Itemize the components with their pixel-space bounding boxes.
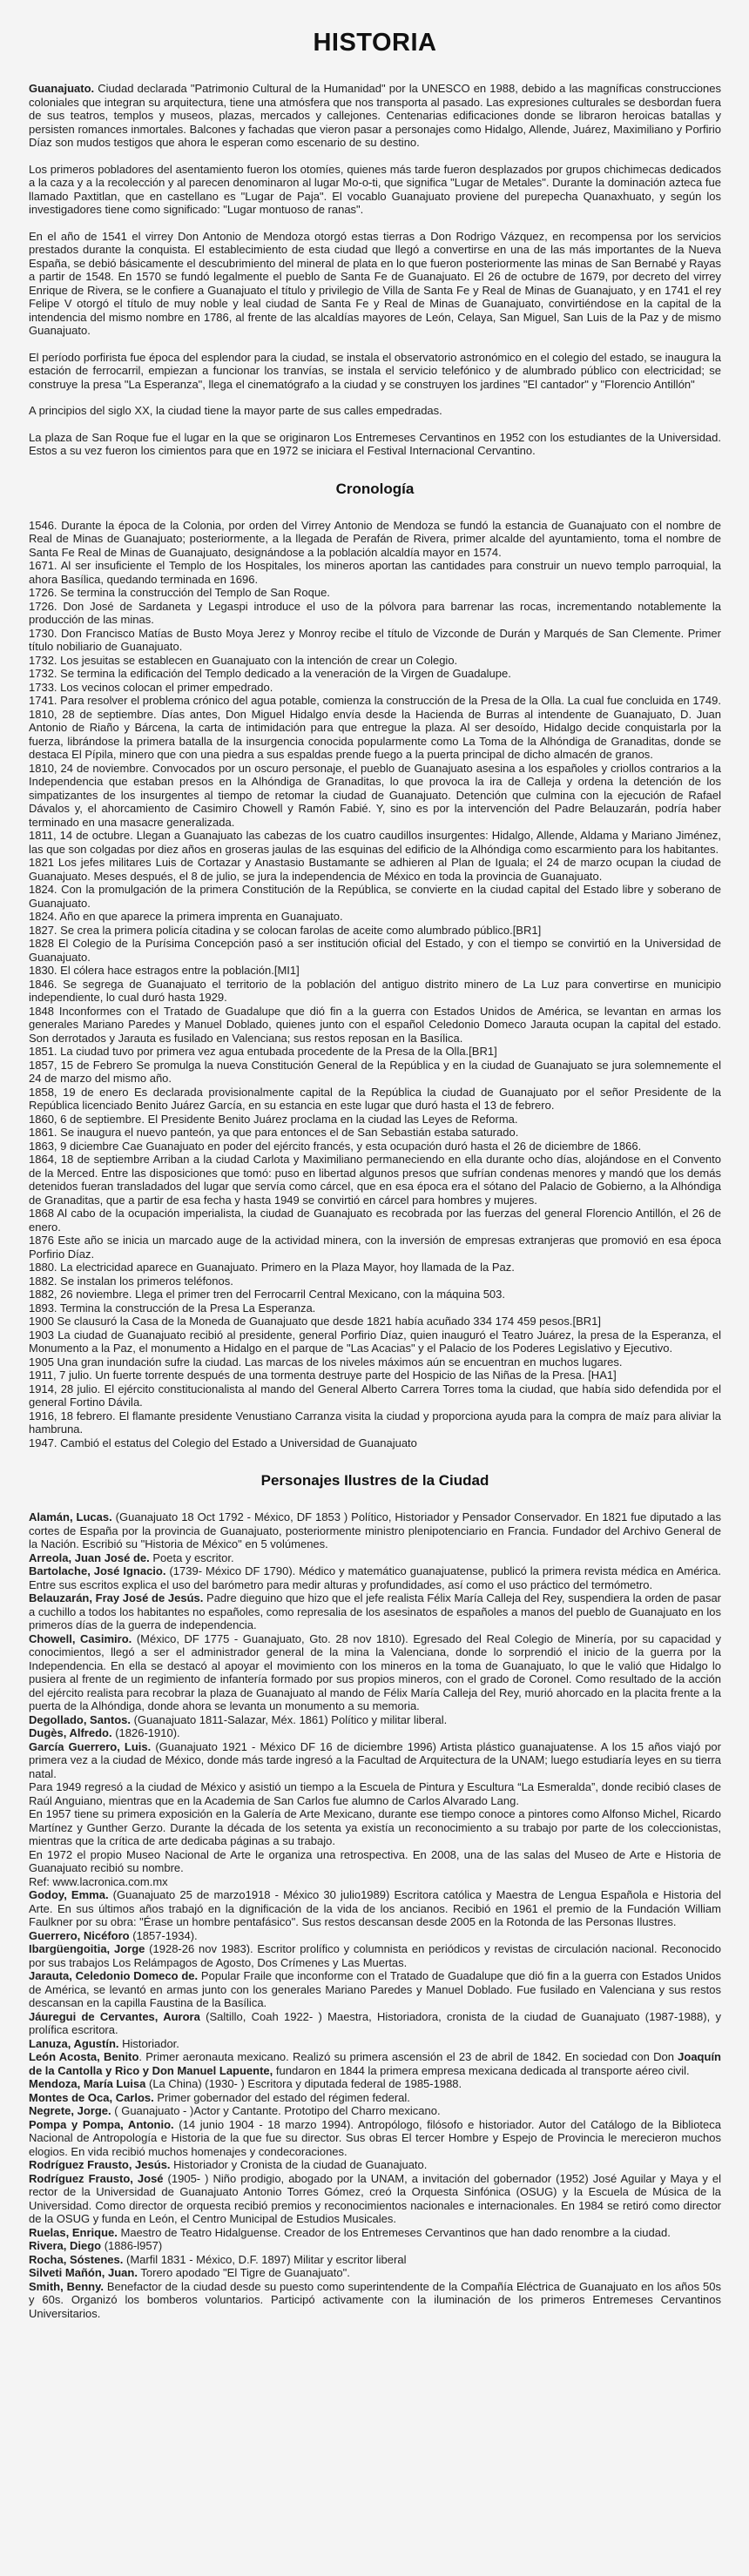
text-run: 1810, 24 de noviembre. Convocados por un oscuro personaje, el pueblo de Guanajuato asesina a los españoles y criollos contrarios a la Independencia que estaban presos en la Alhóndiga de Granaditas, lo que provoca la ira de Calleja y ordena la detención de los simpatizantes de los insurgentes al tiempo de retomar la ciudad de Guanajuato. Detención que culmina con la ejecución de Rafael Dávalos y, el ahorcamiento de Casimiro Chowell y Ramón Fabié. Y, sino es por la intervención del Padre Belauzarán, podría haber terminado en una masacre generalizada.	[29, 761, 721, 829]
text-run: 1893. Termina la construcción de la Presa La Esperanza.	[29, 1301, 316, 1315]
text-run: 1947. Cambió el estatus del Colegio del Estado a Universidad de Guanajuato	[29, 1436, 417, 1449]
person-entry	[29, 1632, 721, 1713]
text-run: (La China) (1930- ) Escritora y diputada federal de 1985-1988.	[145, 2077, 462, 2090]
chronology-entry	[29, 694, 721, 708]
person-entry	[29, 2091, 721, 2105]
bold-run: Ruelas, Enrique.	[29, 2225, 118, 2239]
chronology-entry	[29, 559, 721, 586]
text-run: 1671. Al ser insuficiente el Templo de los Hospitales, los mineros aportan las cantidades para construir un nuevo templo parroquial, la ahora Basílica, quedando terminada en 1696.	[29, 559, 721, 586]
text-run: (Guanajuato 18 Oct 1792 - México, DF 1853 ) Político, Historiador y Pensador Conservador. En 1821 fue diputado a las cortes de España por la provincia de Guanajuato, posteriormente ministro plenipotenciario en Francia. Fundador del Archivo General de la Nación. Escribió su "Historia de México" en 5 volúmenes.	[29, 1510, 721, 1550]
intro-paragraph	[29, 404, 721, 418]
chronology-entry	[29, 1153, 721, 1207]
chronology-entry	[29, 924, 721, 938]
chronology-entry	[29, 1301, 721, 1315]
chronology-entry	[29, 1086, 721, 1113]
bold-run: Godoy, Emma.	[29, 1888, 109, 1901]
chronology-entry	[29, 937, 721, 964]
text-run: 1864, 18 de septiembre Arriban a la ciudad Carlota y Maximiliano permaneciendo en ella durante ocho días, alojándose en el Convento de la Merced. Entre las disposiciones que tomó: puso en libertad algunos presos que sufrían condenas menores y mandó que los demás detenidos fueran transladados del lugar que servía como cárcel, que en esa época era el sótano del Palacio de Gobierno, a la Alhóndiga de Granaditas, que a partir de esa fecha y hasta 1949 se convirtió en cárcel para hombres y mujeres.	[29, 1153, 721, 1207]
text-run: 1810, 28 de septiembre. Días antes, Don Miguel Hidalgo envía desde la Hacienda de Burras al intendente de Guanajuato, D. Juan Antonio de Riaño y Bárcena, la carta de intimidación para que entregue la plaza. Al ser desoído, Hidalgo decide conquistarla por la fuerza, librándose la primera batalla de la insurgencia conocida popularmente como La Toma de la Alhóndiga de Granaditas, donde se destaca El Pípila, minero que con una piedra a sus espaldas prende fuego a la puerta principal de dicho almacén de granos.	[29, 707, 721, 761]
text-run: En el año de 1541 el virrey Don Antonio de Mendoza otorgó estas tierras a Don Rodrigo Vázquez, en recompensa por los servicios prestados durante la conquista. El establecimiento de esta ciudad que llegó a convertirse en una de las más importantes de la Nueva España, se debió básicamente el descubrimiento del mineral de plata en lo que fueron posteriormente las minas de San Bernabé y Rayas a partir de 1548. En 1570 se fundó legalmente el pueblo de Santa Fe de Guanajuato. El 26 de octubre de 1679, por decreto del virrey Enrique de Rivera, se le confiere a Guanajuato el título y privilegio de Villa de Santa Fe y Real de Minas de Guanajuato, y en 1741 el rey Felipe V otorgó el título de muy noble y leal ciudad de Santa Fe y Real de Minas de Guanajuato, convirtiéndose en la capital de la intendencia del mismo nombre en 1786, al frente de las alcaldías mayores de León, Celaya, San Miguel, San Luis de la Paz y de mismo Guanajuato.	[29, 229, 721, 337]
document-body	[29, 30, 721, 2320]
bold-run: Dugès, Alfredo.	[29, 1726, 112, 1739]
bold-run: Jarauta, Celedonio Domeco de.	[29, 1969, 199, 1982]
text-run: (1739- México DF 1790). Médico y matemático guanajuatense, publicó la primera revista médica en América. Entre sus escritos explica el uso del barómetro para medir alturas y profundidades, así como el uso práctico del termómetro.	[29, 1564, 721, 1591]
text-run: 1916, 18 febrero. El flamante presidente Venustiano Carranza visita la ciudad y proporciona ayuda para la compra de maíz para aliviar la hambruna.	[29, 1409, 721, 1436]
text-run: Ref: www.lacronica.com.mx	[29, 1874, 168, 1888]
text-run: 1732. Los jesuitas se establecen en Guanajuato con la intención de crear un Colegio.	[29, 653, 458, 667]
text-run: Historiador.	[118, 2036, 179, 2050]
chronology-entry	[29, 1234, 721, 1261]
bold-run: Arreola, Juan José de.	[29, 1550, 150, 1564]
chronology-entry	[29, 883, 721, 910]
text-run: 1546. Durante la época de la Colonia, por orden del Virrey Antonio de Mendoza se fundó la estancia de Guanajuato con el nombre de Real de Minas de Guanajuato; posteriormente, a la llegada de Perafán de Rivera, primer alcalde del ayuntamiento, toma el nombre de Santa Fe Real de Minas de Guanajuato, designándose a la población alcaldía mayor en 1574.	[29, 518, 721, 559]
chronology-entry	[29, 1045, 721, 1059]
text-run: (México, DF 1775 - Guanajuato, Gto. 28 nov 1810). Egresado del Real Colegio de Minería, por su capacidad y conocimientos, llegó a ser el administrador general de la mina la Valenciana, donde lo sorprendió el inicio de la guerra por la Independencia. En ella se destacó al apoyar el movimiento con los mineros en la toma de Guanajuato, lo que le valió que Hidalgo lo pusiera al frente de un regimiento de infantería formado por sus propios mineros, con el grado de Coronel. Como resultado de la acción del ejército realista para recobrar la plaza de Guanajuato al mando de Félix María Calleja del Rey, murió ahorcado en la placita frente a la puerta de la Alhóndiga, donde ahora se levanta un monumento a su memoria.	[29, 1631, 721, 1712]
bold-run: Ibargüengoitia, Jorge	[29, 1942, 145, 1955]
text-run: 1861. Se inaugura el nuevo panteón, ya que para entonces el de San Sebastián estaba saturado.	[29, 1126, 519, 1139]
text-run: 1732. Se termina la edificación del Templo dedicado a la veneración de la Virgen de Guadalupe.	[29, 667, 511, 680]
text-run: 1830. El cólera hace estragos entre la población.[MI1]	[29, 964, 300, 977]
text-run: 1741. Para resolver el problema crónico del agua potable, comienza la construcción de la Presa de la Olla. La cual fue concluida en 1749.	[29, 694, 721, 707]
person-entry	[29, 2253, 721, 2267]
person-entry	[29, 1740, 721, 1781]
chronology-entry	[29, 667, 721, 681]
bold-run: Lanuza, Agustín.	[29, 2036, 119, 2050]
chronology-entry	[29, 519, 721, 560]
intro-paragraph	[29, 230, 721, 338]
text-run: 1860, 6 de septiembre. El Presidente Benito Juárez proclama en la ciudad las Leyes de Reforma.	[29, 1112, 518, 1126]
text-run: Para 1949 regresó a la ciudad de México y asistió un tiempo a la Escuela de Pintura y Escultura “La Esmeralda”, donde recibió clases de Raúl Anguiano, mientras que en la Academia de San Carlos fue alumno de Carlos Alvarado Lang.	[29, 1780, 721, 1807]
text-run: Benefactor de la ciudad desde su puesto como superintendente de la Compañía Eléctrica de Guanajuato en los años 50s y 60s. Organizó los bomberos voluntarios. Participó activamente con la iluminación de los primeros Entremeses Cervantinos Universitarios.	[29, 2279, 721, 2320]
person-entry	[29, 1848, 721, 1875]
text-run: 1827. Se crea la primera policía citadina y se colocan farolas de aceite como alumbrado público.[BR1]	[29, 923, 542, 937]
text-run: 1848 Inconformes con el Tratado de Guadalupe que dió fin a la guerra con Estados Unidos de América, se levantan en armas los generales Mariano Paredes y Manuel Doblado, quienes junto con el español Celedonio Domeco Jarauta ocupan la capital del estado. Son derrotados y Jarauta es fusilado en Valenciana; sus restos reposan en la Basílica.	[29, 1004, 721, 1045]
chronology-entry	[29, 1005, 721, 1046]
text-run: 1821 Los jefes militares Luis de Cortazar y Anastasio Bustamante se adhieren al Plan de Iguala; el 24 de marzo ocupan la ciudad de Guanajuato. Meses después, el 8 de julio, se jura la independencia de México en toda la provincia de Guanajuato.	[29, 856, 721, 883]
chronology-entry	[29, 1261, 721, 1275]
text-run: 1868 Al cabo de la ocupación imperialista, la ciudad de Guanajuato es recobrada por las fuerzas del general Florencio Antillón, el 26 de enero.	[29, 1207, 721, 1234]
text-run: (Marfil 1831 - México, D.F. 1897) Militar y escritor liberal	[123, 2252, 407, 2266]
chronology-entry	[29, 1275, 721, 1288]
chronology-entry	[29, 829, 721, 856]
person-entry	[29, 1780, 721, 1807]
text-run: 1726. Don José de Sardaneta y Legaspi introduce el uso de la pólvora para barrenar las rocas, incrementando notablemente la producción de las minas.	[29, 599, 721, 626]
text-run: 1811, 14 de octubre. Llegan a Guanajuato las cabezas de los cuatro caudillos insurgentes: Hidalgo, Allende, Aldama y Mariano Jiménez, las que son colgadas por diez años en groseras jaulas de las esquinas del edificio de la Alhóndiga como escarmiento para los habitantes.	[29, 829, 721, 856]
chronology-entry	[29, 762, 721, 830]
person-entry	[29, 2239, 721, 2253]
text-run: (14 junio 1904 - 18 marzo 1994). Antropólogo, filósofo e historiador. Autor del Catálogo de la Biblioteca Nacional de Antropología e Historia de la que fue su director. Sus obras El tercer Hombre y Espejo de Provincia le merecieron muchos elogios. En vida recibió muchos homenajes y condecoraciones.	[29, 2117, 721, 2158]
chronology-entry	[29, 1355, 721, 1369]
bold-run: Mendoza, María Luisa	[29, 2077, 146, 2090]
bold-run: Cronología	[335, 480, 415, 497]
text-run: Poeta y escritor.	[149, 1550, 234, 1564]
person-entry	[29, 1807, 721, 1848]
chronology-entry	[29, 978, 721, 1005]
text-run: . Primer aeronauta mexicano. Realizó su primera ascensión el 23 de abril de 1842. En sociedad con Don	[138, 2050, 678, 2063]
text-run: 1858, 19 de enero Es declarada provisionalmente capital de la República la ciudad de Guanajuato por el señor Presidente de la República licenciado Benito Juárez García, en su estancia en este lugar que duró hasta el 13 de febrero.	[29, 1085, 721, 1112]
text-run: ( Guanajuato - )Actor y Cantante. Prototipo del Charro mexicano.	[111, 2104, 441, 2117]
text-run: 1733. Los vecinos colocan el primer empedrado.	[29, 680, 273, 694]
text-run: (1857-1934).	[129, 1928, 198, 1942]
text-run: 1863, 9 diciembre Cae Guanajuato en poder del ejército francés, y esta ocupación duró hasta el 26 de diciembre de 1866.	[29, 1139, 642, 1153]
person-entry	[29, 1510, 721, 1551]
person-entry	[29, 1969, 721, 2010]
text-run: 1846. Se segrega de Guanajuato el territorio de la población del antiguo distrito minero de La Luz para convertirse en municipio independiente, lo cual duró hasta 1929.	[29, 977, 721, 1004]
bold-run: HISTORIA	[313, 29, 437, 57]
intro-paragraph	[29, 351, 721, 392]
person-entry	[29, 2226, 721, 2240]
text-run: 1882, 26 noviembre. Llega el primer tren del Ferrocarril Central Mexicano, con la máquina 503.	[29, 1288, 506, 1301]
chronology-entry	[29, 910, 721, 924]
bold-run: Alamán, Lucas.	[29, 1510, 112, 1523]
text-run: El período porfirista fue época del esplendor para la ciudad, se instala el observatorio astronómico en el colegio del estado, se inaugura la estación de ferrocarril, empiezan a funcionar los tranvías, se instala el servicio telefónico y de alumbrado público con electricidad; se construye la presa "La Esperanza", llega el cinematógrafo a la ciudad y se construyen los jardines "El cantador" y "Florencio Antillón"	[29, 350, 721, 391]
bold-run: Pompa y Pompa, Antonio.	[29, 2117, 174, 2131]
bold-run: Bartolache, José Ignacio.	[29, 1564, 166, 1577]
chronology-entry	[29, 708, 721, 762]
chronology-entry	[29, 1126, 721, 1140]
person-entry	[29, 2118, 721, 2159]
person-entry	[29, 2172, 721, 2226]
person-entry	[29, 2266, 721, 2280]
bold-run: Rodríguez Frausto, Jesús.	[29, 2158, 171, 2171]
bold-run: Personajes Ilustres de la Ciudad	[260, 1472, 489, 1489]
text-run: Historiador y Cronista de la ciudad de Guanajuato.	[170, 2158, 428, 2171]
text-run: (Guanajuato 1811-Salazar, Méx. 1861) Político y militar liberal.	[131, 1712, 448, 1726]
text-run: 1726. Se termina la construcción del Templo de San Roque.	[29, 586, 330, 599]
person-entry	[29, 2158, 721, 2172]
person-entry	[29, 2010, 721, 2037]
chronology-entry	[29, 1207, 721, 1234]
bold-run: Jáuregui de Cervantes, Aurora	[29, 2009, 200, 2023]
person-entry	[29, 1942, 721, 1969]
text-run: (1826-1910).	[111, 1726, 180, 1739]
person-entry	[29, 1591, 721, 1632]
person-entry	[29, 1929, 721, 1943]
bold-run: García Guerrero, Luis.	[29, 1739, 152, 1753]
section-heading	[29, 1472, 721, 1490]
text-run: Padre dieguino que hizo que el jefe realista Félix María Calleja del Rey, suspendiera la orden de pasar a cuchillo a todos los habitantes no españoles, como represalia de los asesinatos de españoles a manos del pueblo de Guanajuato en los primeros días de la guerra de independencia.	[29, 1591, 722, 1631]
bold-run: Smith, Benny.	[29, 2279, 104, 2293]
bold-run: Guerrero, Nicéforo	[29, 1928, 130, 1942]
bold-run: Joaquín de la Cantolla y Rico y Don Manuel Lapuente,	[29, 2050, 721, 2077]
text-run: En 1957 tiene su primera exposición en la Galería de Arte Mexicano, durante ese tiempo conoce a pintores como Alfonso Michel, Ricardo Martínez y Gunther Gerzo. Durante la década de los setenta ya existía un reconocimiento a su trabajo por parte de los coleccionistas, mientras que la crítica de arte dedicaba páginas a su trabajo.	[29, 1807, 721, 1847]
chronology-entry	[29, 627, 721, 654]
text-run: A principios del siglo XX, la ciudad tiene la mayor parte de sus calles empedradas.	[29, 404, 442, 417]
chronology-entry	[29, 1113, 721, 1127]
person-entry	[29, 1551, 721, 1565]
text-run: 1882. Se instalan los primeros teléfonos.	[29, 1274, 233, 1288]
text-run: fundaron en 1844 la primera empresa mexicana dedicada al transporte aéreo civil.	[273, 2063, 690, 2077]
intro-paragraph	[29, 82, 721, 150]
text-run: 1903 La ciudad de Guanajuato recibió al presidente, general Porfirio Díaz, quien inauguró el Teatro Juárez, la presa de la Esperanza, el Monumento a la Paz, el monumento a Hidalgo en el parque de "Las Acacias" y el Palacio de los Poderes Legislativo y Ejecutivo.	[29, 1328, 721, 1355]
person-entry	[29, 2280, 721, 2321]
text-run: 1911, 7 julio. Un fuerte torrente después de una tormenta destruye parte del Hospicio de las Niñas de la Presa. [HA1]	[29, 1369, 617, 1382]
bold-run: Silveti Mañón, Juan.	[29, 2266, 138, 2279]
bold-run: León Acosta, Benito	[29, 2050, 139, 2063]
intro-paragraph	[29, 431, 721, 458]
text-run: 1828 El Colegio de la Purísima Concepción pasó a ser institución oficial del Estado, y con el tiempo se convirtió en la Universidad de Guanajuato.	[29, 937, 721, 964]
text-run: 1824. Año en que aparece la primera imprenta en Guanajuato.	[29, 910, 343, 923]
bold-run: Rocha, Sóstenes.	[29, 2252, 124, 2266]
text-run: (1886-l957)	[101, 2239, 163, 2252]
chronology-entry	[29, 654, 721, 668]
person-entry	[29, 1726, 721, 1740]
chronology-entry	[29, 1288, 721, 1301]
chronology-entry	[29, 681, 721, 695]
bold-run: Guanajuato.	[29, 82, 95, 95]
text-run: 1880. La electricidad aparece en Guanajuato. Primero en la Plaza Mayor, hoy llamada de la Paz.	[29, 1261, 515, 1274]
person-entry	[29, 2050, 721, 2077]
text-run: 1857, 15 de Febrero Se promulga la nueva Constitución General de la República y en la ciudad de Guanajuato se jura solemnemente el 24 de marzo del mismo año.	[29, 1058, 721, 1085]
text-run: Popular Fraile que inconforme con el Tratado de Guadalupe que dió fin a la guerra con Estados Unidos de América, se levantó en armas junto con los generales Mariano Paredes y Manuel Doblado. Fue fusilado en Valenciana y sus restos descansan en la capilla Faustina de la Basílica.	[29, 1969, 721, 2009]
intro-paragraph	[29, 163, 721, 217]
chronology-entry	[29, 964, 721, 978]
text-run: 1900 Se clausuró la Casa de la Moneda de Guanajuato que desde 1821 había acuñado 334 174 459 pesos.[BR1]	[29, 1315, 602, 1328]
bold-run: Chowell, Casimiro.	[29, 1631, 132, 1645]
chronology-entry	[29, 1059, 721, 1086]
text-run: 1905 Una gran inundación sufre la ciudad. Las marcas de los niveles máximos aún se encuentran en muchos lugares.	[29, 1355, 623, 1369]
text-run: 1914, 28 julio. El ejército constitucionalista al mando del General Alberto Carrera Torres toma la ciudad, que había sido defendida por el general Fortino Dávila.	[29, 1382, 721, 1409]
person-entry	[29, 1888, 721, 1929]
chronology-entry	[29, 1328, 721, 1355]
chronology-entry	[29, 1369, 721, 1382]
person-entry	[29, 1564, 721, 1591]
chronology-entry	[29, 1382, 721, 1409]
document-title	[29, 30, 721, 56]
chronology-entry	[29, 586, 721, 600]
bold-run: Rivera, Diego	[29, 2239, 102, 2252]
text-run: (Saltillo, Coah 1922- ) Maestra, Historiadora, cronista de la ciudad de Guanajuato (1987-1988), y prolífica escritora.	[29, 2009, 721, 2036]
text-run: (1905- ) Niño prodigio, abogado por la UNAM, a invitación del gobernador (1952) José Aguilar y Maya y el rector de la Universidad de Guanajuato Antonio Torres Gómez, creó la Orquesta Sinfónica (OSUG) y la Escuela de Música de la Universidad. Como director de orquesta recibió premios y reconocimientos nacionales e internacionales. En 1984 se retiró como director de la OSUG y funda en León, el Centro Municipal de Estudios Musicales.	[29, 2171, 721, 2225]
text-run: Ciudad declarada "Patrimonio Cultural de la Humanidad" por la UNESCO en 1988, debido a las magníficas construcciones coloniales que integran su arquitectura, tiene una atmósfera que nos transporta al pasado. Las expresiones culturales se desbordan fuera de sus teatros, templos y museos, plazas, mercados y callejones. Centenarias edificaciones donde se libraron heroicas batallas y persisten romances inmortales. Balcones y fachadas que vieron pasar a personajes como Hidalgo, Allende, Juárez, Maximiliano y Porfirio Díaz son mudos testigos que ahora le esperan como escenario de su destino.	[29, 82, 721, 149]
person-entry	[29, 1713, 721, 1727]
text-run: (Guanajuato 1921 - México DF 16 de diciembre 1996) Artista plástico guanajuatense. A los 15 años viajó por primera vez a la ciudad de México, donde más tarde ingresó a la Facultad de Arquitectura de la UNAM; luego estudiaría leyes en su tierra natal.	[29, 1739, 721, 1780]
chronology-entry	[29, 1436, 721, 1450]
text-run: En 1972 el propio Museo Nacional de Arte le organiza una retrospectiva. En 2008, una de las salas del Museo de Arte e Historia de Guanajuato recibió su nombre.	[29, 1847, 721, 1874]
bold-run: Belauzarán, Fray José de Jesús.	[29, 1591, 204, 1604]
bold-run: Negrete, Jorge.	[29, 2104, 111, 2117]
person-entry	[29, 1875, 721, 1889]
chronology-entry	[29, 1409, 721, 1436]
chronology-entry	[29, 600, 721, 627]
section-heading	[29, 481, 721, 498]
text-run: Torero apodado "El Tigre de Guanajuato".	[137, 2266, 350, 2279]
text-run: 1851. La ciudad tuvo por primera vez agua entubada procedente de la Presa de la Olla.[BR1]	[29, 1045, 497, 1058]
text-run: 1824. Con la promulgación de la primera Constitución de la República, se convierte en la ciudad capital del Estado libre y soberano de Guanajuato.	[29, 883, 721, 910]
text-run: (Guanajuato 25 de marzo1918 - México 30 julio1989) Escritora católica y Maestra de Lengua Española e Historia del Arte. En sus últimos años trabajó en la dignificación de la vida de los ancianos. Recibió en 1961 el premio de la Fundación William Faulkner por su obra: "Érase un hombre pentafásico". Sus restos descansan desde 2005 en la Rotonda de las Personas Ilustres.	[29, 1888, 721, 1928]
text-run: La plaza de San Roque fue el lugar en la que se originaron Los Entremeses Cervantinos en 1952 con los estudiantes de la Universidad. Estos a su vez fueron los cimientos para que en 1972 se iniciara el Festival Internacional Cervantino.	[29, 430, 721, 457]
bold-run: Rodríguez Frausto, José	[29, 2171, 164, 2185]
text-run: 1876 Este año se inicia un marcado auge de la actividad minera, con la inversión de empresas extranjeras que promovió en esa época Porfirio Díaz.	[29, 1234, 721, 1261]
chronology-entry	[29, 1140, 721, 1153]
text-run: Maestro de Teatro Hidalguense. Creador de los Entremeses Cervantinos que han dado renombre a la ciudad.	[117, 2225, 671, 2239]
chronology-entry	[29, 1315, 721, 1328]
chronology-entry	[29, 856, 721, 883]
text-run: Los primeros pobladores del asentamiento fueron los otomíes, quienes más tarde fueron desplazados por grupos chichimecas dedicados a la caza y a la recolección y al parecen denominaron al lugar Mo-o-ti, que significa "Lugar de Metales". Durante la dominación azteca fue llamado Paxtitlan, que en castellano es "Lugar de Paja". El vocablo Guanajuato proviene del purepecha Quanaxhuato, y según los investigadores tiene como significado: "Lugar montuoso de ranas".	[29, 162, 721, 216]
bold-run: Degollado, Santos.	[29, 1712, 132, 1726]
text-run: Primer gobernador del estado del régimen federal.	[153, 2090, 410, 2104]
text-run: 1730. Don Francisco Matías de Busto Moya Jerez y Monroy recibe el título de Vizconde de Durán y Marqués de San Clemente. Primer título nobiliario de Guanajuato.	[29, 626, 721, 653]
person-entry	[29, 2037, 721, 2051]
bold-run: Montes de Oca, Carlos.	[29, 2090, 154, 2104]
person-entry	[29, 2104, 721, 2118]
text-run: (1928-26 nov 1983). Escritor prolífico y columnista en periódicos y revistas de circulación nacional. Reconocido por sus trabajos Los Relámpagos de Agosto, Dos Crímenes y Las Muertas.	[29, 1942, 721, 1969]
person-entry	[29, 2077, 721, 2091]
